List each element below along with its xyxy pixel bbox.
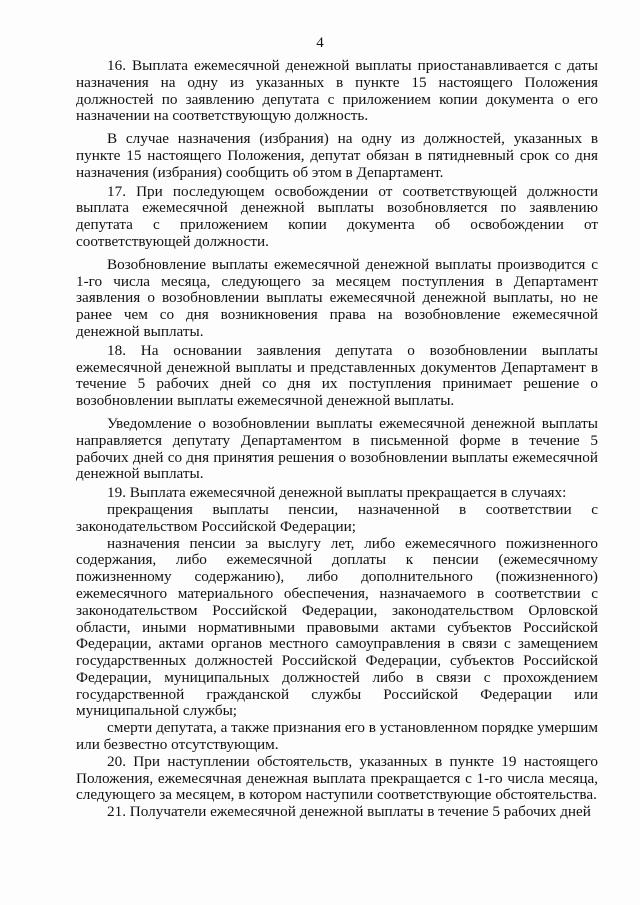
paragraph-17-resumption: Возобновление выплаты ежемесячной денежной выплаты производится с 1-го числа месяца, следующего за месяцем поступления в Департамент заявления о возобновлении выплаты ежемесячной денежной выплаты, но не ранее чем со дня возникновения права на возобновление ежемесячной денежной выплаты. bbox=[76, 255, 598, 340]
paragraph-20: 20. При наступлении обстоятельств, указанных в пункте 19 настоящего Положения, ежемесячная денежная выплата прекращается с 1-го числа месяца, следующего за месяцем, в котором наступили соответствующие обстоятельства. bbox=[76, 752, 598, 804]
paragraph-16: 16. Выплата ежемесячной денежной выплаты приостанавливается с даты назначения на одну из указанных в пункте 15 настоящего Положения должностей по заявлению депутата с приложением копии документа о его назначении на соответствующую должность. bbox=[76, 57, 598, 125]
paragraph-17: 17. При последующем освобождении от соответствующей должности выплата ежемесячной денежной выплаты возобновляется по заявлению депутата с приложением копии документа об освобождении от соответствующей должности. bbox=[76, 182, 598, 250]
paragraph-16-notice: В случае назначения (избрания) на одну из должностей, указанных в пункте 15 настоящего Положения, депутат обязан в пятидневный срок со дня назначения (избрания) сообщить об этом в Департамент. bbox=[76, 130, 598, 181]
paragraph-21: 21. Получатели ежемесячной денежной выплаты в течение 5 рабочих дней bbox=[107, 803, 591, 821]
paragraph-19: 19. Выплата ежемесячной денежной выплаты прекращается в случаях: bbox=[107, 484, 567, 502]
paragraph-19-case-death: смерти депутата, а также признания его в установленном порядке умершим или безвестно отсутствующим. bbox=[76, 719, 598, 754]
document-body bbox=[76, 58, 598, 821]
paragraph-19-case-appointment: назначения пенсии за выслугу лет, либо ежемесячного пожизненного содержания, либо ежемесячной доплаты к пенсии (ежемесячному пожизненному содержанию), либо дополнительного (пожизненного) ежемесячного материального обеспечения, назначаемого в соответствии с законодательством Российской Федерации, законодательством Орловской области, иными нормативными правовыми актами субъектов Российской Федерации, актами органов местного самоуправления в связи с замещением государственных должностей Российской Федерации, субъектов Российской Федерации, муниципальных должностей либо в связи с прохождением государственной гражданской службы Российской Федерации или муниципальной службы; bbox=[76, 534, 598, 720]
paragraph-18-notification: Уведомление о возобновлении выплаты ежемесячной денежной выплаты направляется депутату Департаментом в письменной форме в течение 5 рабочих дней со дня принятия решения о возобновлении выплаты ежемесячной денежной выплаты. bbox=[76, 414, 598, 483]
paragraph-18: 18. На основании заявления депутата о возобновлении выплаты ежемесячной денежной выплаты и представленных документов Департамент в течение 5 рабочих дней со дня их поступления принимает решение о возобновлении выплаты ежемесячной денежной выплаты. bbox=[76, 341, 598, 410]
page-number: 4 bbox=[316, 35, 324, 51]
paragraph-19-case-pension: прекращения выплаты пенсии, назначенной в соответствии с законодательством Российской Федерации; bbox=[76, 500, 598, 535]
